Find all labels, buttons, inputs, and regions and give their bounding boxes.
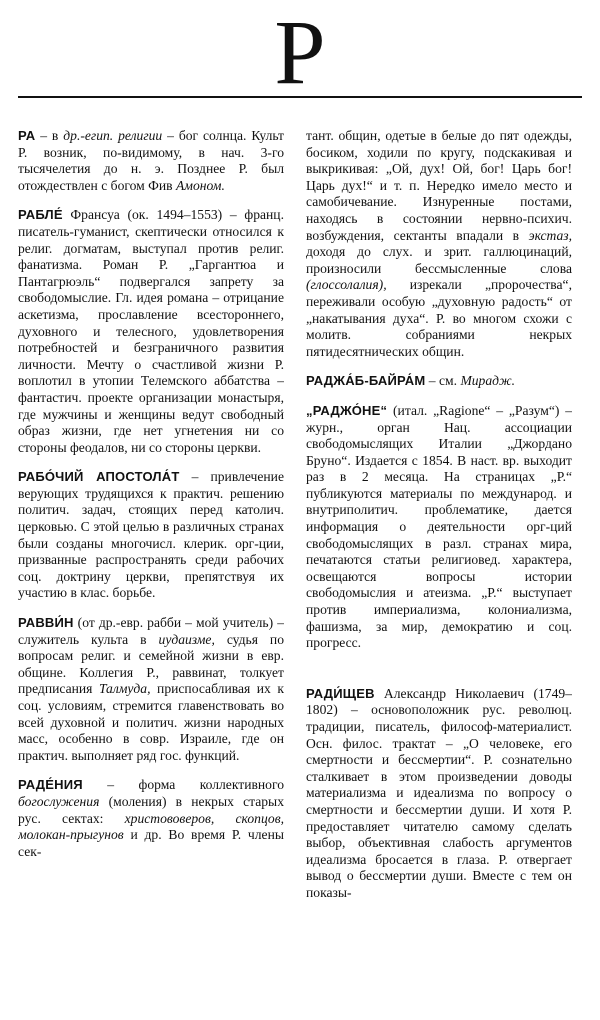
dictionary-entry	[306, 686, 572, 902]
dictionary-entry	[18, 128, 284, 194]
entry-headword: РА	[18, 128, 36, 143]
entry-text: Александр Николаевич (1749–1802) – основоположник рус. революц. традиции, писатель, философ-материалист. Осн. филос. трактат – „О человеке, его смертности и бессмертии“. Р. сознательно сталкивает в этом произведении доводы материализма и идеализма по вопросу о смертности и бессмертии души. И хотя Р. предоставляет читателю самому сделать выбор, объективная слабость аргументов идеализма бросается в глаза. Р. отвергает вывод о бессмертии души. Вместе с тем он показы-	[306, 685, 572, 900]
entry-headword: РАБО́ЧИЙ АПОСТОЛА́Т	[18, 469, 180, 485]
entry-text: Франсуа (ок. 1494–1553) – франц. писатель-гуманист, скептически относился к религ. догматам, выступал против религ. фанатизма. Роман Р. „Гаргантюа и Пантагрюэль“ подвергался запрету за свободомыслие. Гл. идея романа – отрицание аскетизма, прославление всестороннего, духовного и телесного, удовлетворения потребностей и безграничного развития личности. Мечту о счастливой жизни Р. воплотил в утопии Телемского аббатства – фантастич. проекте организации монастыря, где мужчины и женщины ведут свободный образ жизни, где нет угнетения ни со стороны феодалов, ни со стороны церкви.	[18, 207, 284, 455]
entry-text: (итал. „Ragione“ – „Разум“) – журн., орган Нац. ассоциации свободомыслящих Италии „Джордано Бруно“. Издается с 1854. В наст. вр. выходит раз в 2 месяца. На страницах „Р.“ публикуются материалы по международ. и внутриполитич. проблематике, дается информация о деятельности орг-ций свободомыслящих в разл. странах мира, печатаются статьи религиовед. характера, освещаются вопросы истории свободомыслия и атеизма. „Р.“ выступает против империализма, колониализма, фашизма, за мир, демократию и соц. прогресс.	[306, 402, 572, 651]
entry-italic-text: экстаз,	[528, 227, 572, 243]
entry-text: – в	[35, 128, 64, 143]
dictionary-entry	[18, 207, 284, 456]
entry-text: и др. Во время Р. члены сек-	[18, 827, 284, 859]
dictionary-entry	[18, 615, 284, 764]
entry-italic-text: Амоном.	[175, 177, 225, 193]
entry-text: – форма коллективного	[82, 777, 284, 793]
entry-text: – бог солнца. Культ Р. возник, по-видимому, в нач. 3-го тысячелетия до н. э. Позднее Р. был отождествлен с богом Фив	[18, 128, 284, 193]
entry-italic-text: иудаизме,	[158, 631, 215, 647]
entry-headword: „РАДЖО́НЕ“	[306, 402, 388, 418]
entry-italic-text: богослужения	[18, 793, 100, 809]
dictionary-entry	[306, 128, 572, 360]
entry-text: приспосабливая их к соц. условиям, стремится главенствовать во всей духовной и политич. жизни народных масс, особенно в совр. Израиле, где он практич. выполняет ряд гос. функций.	[18, 681, 284, 763]
entry-text: – привлечение верующих трудящихся к практич. решению политич. задач, стоящих перед католич. церковью. С этой целью в различных странах были созданы многочисл. клерик. орг-ции, призванные распространять среди рабочих соц. доктрину церкви, препятствуя их участию в клас. борьбе.	[18, 469, 284, 601]
entry-italic-text: Мирадж.	[460, 373, 516, 389]
entry-headword: РАДЕ́НИЯ	[18, 777, 83, 793]
left-column	[18, 128, 284, 1020]
entry-text: (от др.-евр. рабби – мой учитель) – служитель культа в	[18, 615, 284, 647]
entry-text: доходя до слух. и зрит. галлюцинаций, произносили бессмысленные слова	[306, 244, 572, 276]
entry-headword: РАВВИ́Н	[18, 615, 74, 631]
entry-text: (моления) в некрых старых рус. сектах:	[18, 793, 284, 826]
entry-italic-text: (глоссолалия),	[306, 277, 387, 293]
entry-headword: РАБЛЕ́	[18, 207, 63, 223]
dictionary-entry	[306, 403, 572, 652]
section-letter: Р	[274, 1, 326, 103]
dictionary-entry	[18, 469, 284, 602]
entry-headword: РАДИ́ЩЕВ	[306, 685, 375, 701]
entry-text: тант. общин, одетые в белые до пят одежды, босиком, ходили по кругу, подскакивая и выкрикивая: „Ой, дух! Ой, бог! Царь бог! Царь дух!“ и т. п. Нередко имело место и самобичевание. Изнуренные постами, находясь в состоянии нервно-психич. возбуждения, сектанты впадали в	[306, 128, 572, 243]
header-rule	[18, 96, 582, 98]
dictionary-entry	[18, 777, 284, 860]
entry-italic-text: христововеров, скопцов, молокан-прыгунов	[18, 810, 284, 843]
entry-text: судья по вопросам религ. и семейной жизни в евр. общине. Коллегия Р., раввинат, толкует предписания	[18, 631, 284, 697]
right-column	[306, 128, 572, 1020]
entry-headword: РАДЖА́Б-БАЙРА́М	[306, 373, 426, 389]
entry-italic-text: Талмуда,	[98, 681, 151, 697]
entry-italic-text: др.-егип. религии	[63, 128, 163, 143]
entry-text: изрекали „пророчества“, переживали особую „духовную радость“ от „накатывания духа“. Р. во многом схожи с молитв. собраниями некрых пятидесятнических общин.	[306, 277, 572, 359]
entry-text: – см.	[425, 373, 461, 389]
dictionary-entry	[306, 373, 572, 390]
